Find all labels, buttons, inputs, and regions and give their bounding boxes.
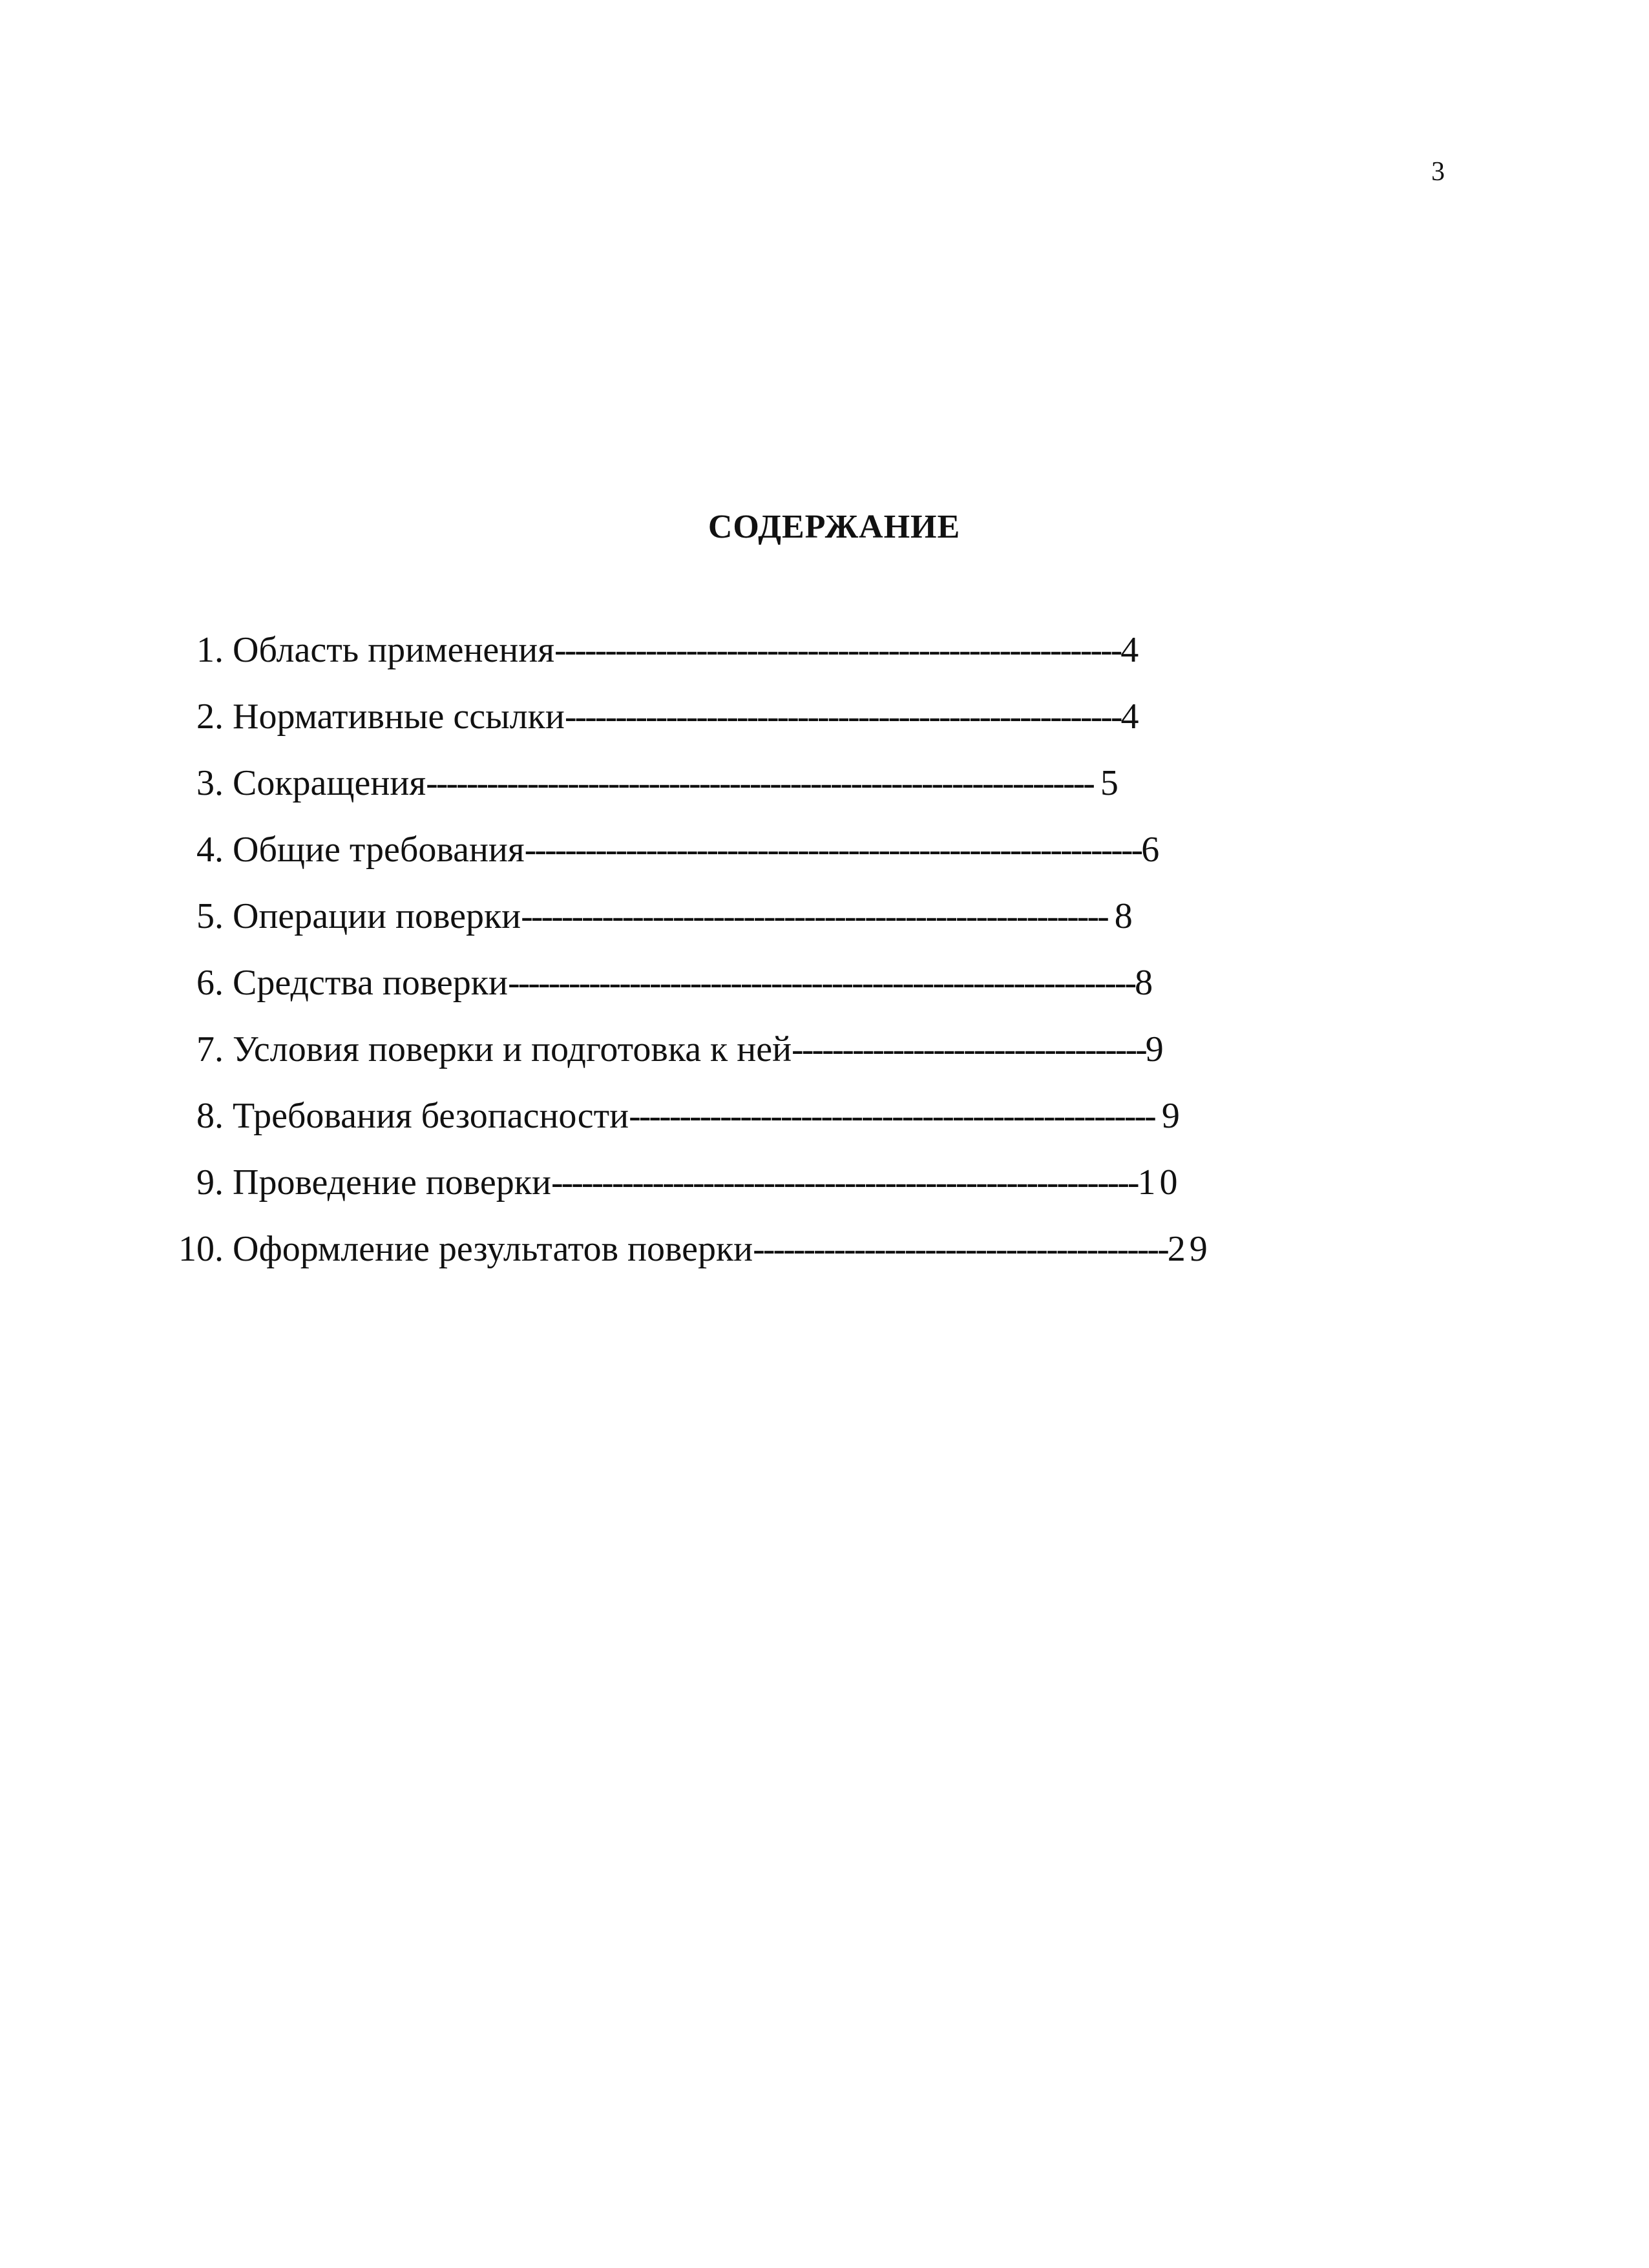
toc-entry-title: Условия поверки и подготовка к ней [233,1029,792,1069]
toc-entry-page: 4 [1120,630,1143,670]
toc-entry-page: 9 [1145,1029,1168,1069]
toc-leader: -------------------------------------------------------------- [507,963,1135,1003]
toc-entry [155,826,1212,893]
toc-entry-number: 6. [196,963,224,1003]
toc-leader: ---------------------------------------------------- [629,1096,1162,1136]
toc-entry-number: 1. [196,630,224,670]
toc-leader: ---------------------------------------------------------- [551,1162,1138,1202]
toc-entry-title: Сокращения [233,763,426,803]
toc-entry-number: 2. [196,697,224,737]
toc-entry-page: 5 [1100,763,1122,803]
toc-entry-page: 10 [1137,1162,1182,1202]
toc-entry [155,627,1212,693]
toc-entry [155,1226,1212,1292]
toc-entry-page: 8 [1135,963,1157,1003]
toc-entry-title: Нормативные ссылки [233,697,565,737]
toc-entry [155,693,1212,760]
toc-entry-number: 4. [196,830,224,870]
toc-leader: ------------------------------------------------------------------ [426,763,1100,803]
toc-entry-number: 10. [178,1229,224,1269]
toc-entry-number: 8. [196,1096,224,1136]
toc-entry-title: Область применения [233,630,554,670]
toc-entry-number: 7. [196,1029,224,1069]
toc-leader: ----------------------------------------- [753,1229,1168,1269]
toc-entry [155,760,1212,826]
toc-title: СОДЕРЖАНИЕ [708,509,961,545]
toc-leader: ----------------------------------- [792,1029,1146,1069]
toc-entry-number: 9. [196,1162,224,1202]
toc-leader: ------------------------------------------------------- [564,697,1121,737]
toc-leader: ------------------------------------------------------------- [524,830,1142,870]
toc-entry-title: Общие требования [233,830,525,870]
toc-entry-page: 4 [1120,697,1143,737]
table-of-contents [155,627,1212,1292]
toc-entry-title: Проведение поверки [233,1162,551,1202]
toc-entry-title: Требования безопасности [233,1096,629,1136]
toc-entry-page: 6 [1141,830,1164,870]
page-number: 3 [1431,157,1445,187]
toc-entry-page: 29 [1167,1229,1212,1269]
toc-entry-number: 3. [196,763,224,803]
toc-entry-title: Операции поверки [233,896,521,936]
toc-entry-page: 8 [1114,896,1137,936]
toc-entry [155,1026,1212,1093]
toc-entry [155,1159,1212,1226]
toc-leader: -------------------------------------------------------- [554,630,1121,670]
toc-entry-number: 5. [196,896,224,936]
toc-leader: ---------------------------------------------------------- [521,896,1115,936]
toc-entry-title: Оформление результатов поверки [233,1229,753,1269]
toc-entry-title: Средства поверки [233,963,508,1003]
toc-entry [155,1093,1212,1159]
toc-entry [155,893,1212,960]
toc-entry-page: 9 [1161,1096,1184,1136]
toc-entry [155,960,1212,1026]
